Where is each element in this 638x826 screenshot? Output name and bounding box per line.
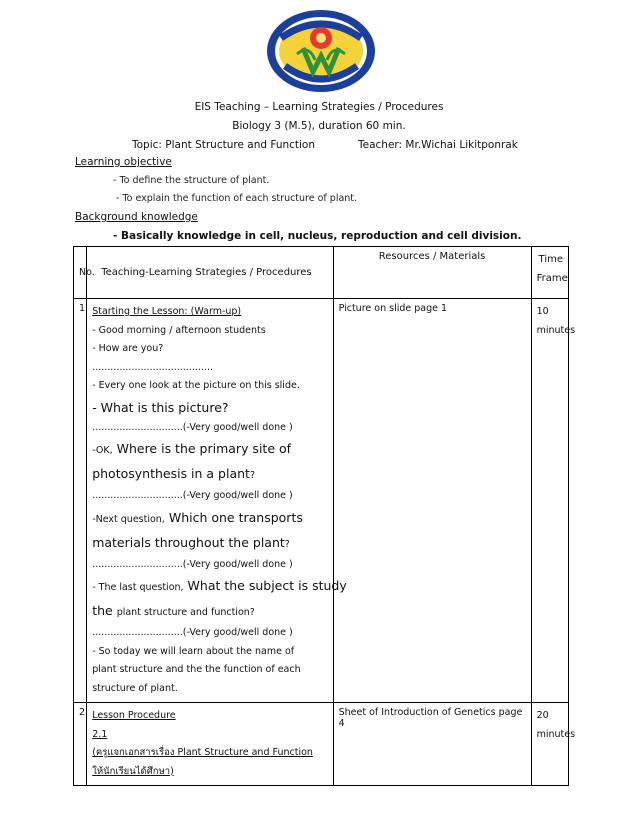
objective-item: - To explain the function of each structure of plant. — [116, 193, 358, 204]
activity-text: - The last question, — [92, 582, 184, 593]
objective-item: - To define the structure of plant. — [113, 175, 270, 186]
activity-line — [92, 574, 347, 599]
document-subtitle: Biology 3 (M.5), duration 60 min. — [232, 120, 406, 132]
activity-line: - Good morning / afternoon students — [92, 324, 266, 336]
row-activity — [87, 299, 347, 703]
activity-text: plant structure and function? — [116, 607, 255, 618]
topic-line: Topic: Plant Structure and Function — [132, 139, 316, 151]
header-resources: Resources / Materials — [333, 247, 531, 299]
table-row — [74, 299, 569, 703]
activity-line: plant structure and the the function of each — [92, 664, 301, 675]
row-time — [531, 703, 576, 786]
table-header-row — [74, 247, 569, 299]
activity-line: structure of plant. — [92, 682, 178, 694]
header-time-line: Frame — [536, 272, 568, 284]
document-title: EIS Teaching – Learning Strategies / Procedures — [194, 101, 444, 113]
activity-line: ..............................(-Very good/well done ) — [92, 558, 293, 570]
activity-line: - Every one look at the picture on this slide. — [92, 380, 300, 391]
row-number: 1 — [74, 299, 87, 703]
activity-text: What the subject is study — [187, 578, 347, 593]
activity-line: (ครูแจกเอกสารเรื่อง Plant Structure and Function — [92, 747, 313, 758]
activity-line: ........................................ — [92, 361, 213, 373]
header-time-line: Time — [538, 254, 563, 265]
activity-text: ? — [284, 538, 290, 550]
learning-objective-heading: Learning objective — [75, 156, 172, 168]
activity-text: -OK, — [92, 445, 113, 456]
row-number: 2 — [74, 703, 87, 786]
background-knowledge-text: - Basically knowledge in cell, nucleus, reproduction and cell division. — [113, 230, 522, 242]
time-unit: minutes — [536, 728, 576, 740]
activity-line: ..............................(-Very good/well done ) — [92, 421, 293, 433]
row-activity — [87, 703, 333, 786]
teacher-line: Teacher: Mr.Wichai Likitponrak — [358, 139, 518, 151]
activity-line — [92, 599, 327, 624]
activity-line: Starting the Lesson: (Warm-up) — [92, 306, 242, 317]
background-knowledge-heading: Background knowledge — [75, 211, 198, 223]
activity-line: ..............................(-Very good/well done ) — [92, 627, 293, 638]
header-time — [531, 247, 568, 299]
activity-line: 2.1 — [92, 728, 108, 740]
activity-line — [92, 462, 327, 487]
school-logo — [265, 8, 377, 94]
activity-text: Where is the primary site of — [116, 441, 292, 456]
activity-text: ? — [249, 470, 255, 481]
activity-line — [92, 506, 327, 531]
row-resource: Sheet of Introduction of Genetics page 4 — [333, 703, 531, 786]
activity-line: ให้นักเรียนได้ศึกษา) — [92, 765, 174, 777]
activity-line: - How are you? — [92, 343, 164, 354]
activity-text: photosynthesis in a plant — [92, 466, 250, 481]
time-value: 20 — [536, 710, 549, 721]
header-no: No. — [74, 247, 87, 299]
time-unit: minutes — [536, 324, 576, 336]
activity-text: the — [92, 603, 113, 618]
activity-line: - So today we will learn about the name of — [92, 645, 295, 657]
activity-line: ..............................(-Very good/well done ) — [92, 490, 293, 501]
table-row — [74, 703, 569, 786]
activity-line: Lesson Procedure — [92, 710, 176, 721]
activity-line — [92, 437, 327, 462]
header-activity: Teaching-Learning Strategies / Procedures — [87, 247, 333, 299]
activity-line — [92, 531, 327, 556]
activity-text: Which one transports — [168, 509, 303, 525]
activity-text: materials throughout the plant — [92, 534, 285, 550]
row-resource: Picture on slide page 1 — [333, 299, 531, 703]
procedure-table — [73, 246, 576, 786]
row-time — [531, 299, 576, 703]
time-value: 10 — [536, 306, 549, 317]
activity-text: -Next question, — [92, 513, 165, 525]
activity-line: - What is this picture? — [92, 399, 229, 415]
